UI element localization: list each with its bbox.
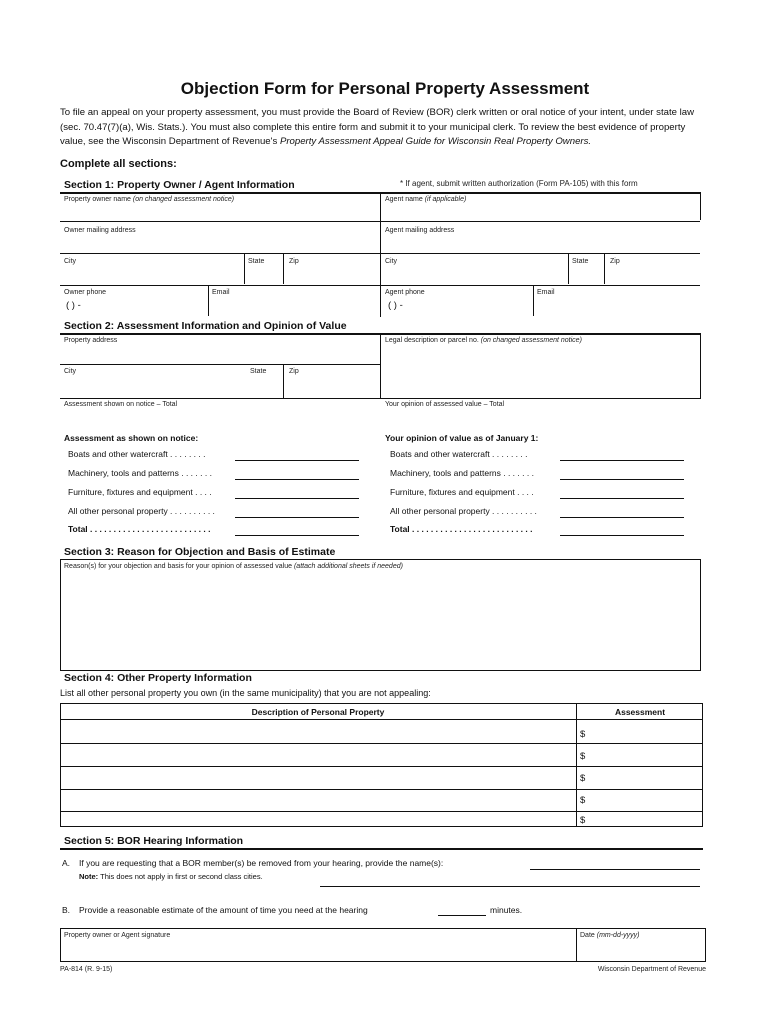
- agent-phone-label: Agent phone: [385, 289, 425, 296]
- appeal-guide-title: Property Assessment Appeal Guide for Wisconsin Real Property Owners.: [279, 136, 592, 147]
- owner-city-label: City: [64, 258, 77, 265]
- section1-right-edge: [700, 192, 701, 220]
- left-item-boats: Boats and other watercraft . . . . . . . .: [68, 449, 206, 459]
- agent-name-label: [385, 196, 466, 203]
- signature-field[interactable]: [64, 944, 572, 960]
- property-city-field-line[interactable]: [60, 398, 700, 399]
- other-property-col-divider: [576, 703, 577, 827]
- agent-phone-field[interactable]: ( ) -: [388, 300, 403, 311]
- opinion-total-label: Your opinion of assessed value – Total: [385, 401, 505, 408]
- agent-name-label-text: Agent name: [385, 196, 425, 203]
- col-description-header: Description of Personal Property: [251, 707, 385, 717]
- legal-description-label: [385, 337, 582, 344]
- agent-name-field-line[interactable]: [380, 221, 700, 222]
- table-row-2-dollar[interactable]: $: [580, 751, 586, 762]
- section1-divider: [380, 192, 381, 317]
- left-item-furniture: Furniture, fixtures and equipment . . . .: [68, 487, 212, 497]
- agency-name: Wisconsin Department of Revenue: [597, 966, 706, 973]
- left-furniture-field[interactable]: [235, 498, 359, 499]
- right-furniture-field[interactable]: [560, 498, 684, 499]
- agent-authorization-note: * If agent, submit written authorization (Form PA-105) with this form: [400, 179, 638, 188]
- signature-label: Property owner or Agent signature: [64, 932, 171, 939]
- table-row-rule-1: [60, 743, 703, 744]
- section4-instruction: List all other personal property you own (in the same municipality) that you are not appealing:: [60, 688, 431, 698]
- left-item-total: Total . . . . . . . . . . . . . . . . . . . . . . . . . .: [68, 524, 211, 534]
- section1-heading: Section 1: Property Owner / Agent Information: [64, 179, 295, 191]
- owner-state-label: State: [248, 258, 265, 265]
- item-b-marker: B.: [62, 905, 71, 915]
- removal-names-field[interactable]: [530, 869, 700, 870]
- hearing-minutes-field[interactable]: [438, 915, 486, 916]
- reason-label-text: Reason(s) for your objection and basis for your opinion of assessed value: [64, 563, 294, 570]
- intro-body: To file an appeal on your property assessment, you must provide the Board of Review (BOR) clerk written or oral notice of your intent, under state law (sec. 70.47(7)(a), Wis. Stats.). You must also complete this entire form and submit it to your municipal clerk. To review the best evidence of property value, see the Wisconsin Department of Revenue's: [60, 107, 695, 147]
- section2-heading: Section 2: Assessment Information and Opinion of Value: [64, 320, 347, 332]
- table-row-rule-4: [60, 811, 703, 812]
- owner-name-label-note: (on changed assessment notice): [132, 196, 235, 203]
- opinion-value-heading: Your opinion of value as of January 1:: [385, 433, 539, 443]
- agent-zip-label: Zip: [610, 258, 620, 265]
- owner-phone-divider: [208, 286, 209, 316]
- table-header-rule: [60, 719, 703, 720]
- table-row-rule-3: [60, 789, 703, 790]
- signature-date-divider: [576, 928, 577, 962]
- date-label: [580, 932, 640, 939]
- property-address-label: Property address: [64, 337, 118, 344]
- property-state-label: State: [250, 368, 267, 375]
- owner-zip-label: Zip: [289, 258, 299, 265]
- intro-text: [60, 106, 710, 150]
- item-a-text: If you are requesting that a BOR member(s) be removed from your hearing, provide the name(s):: [79, 858, 444, 868]
- section5-rule: [60, 848, 703, 850]
- note-text: This does not apply in first or second class cities.: [98, 872, 263, 881]
- table-row-1-dollar[interactable]: $: [580, 729, 586, 740]
- owner-name-field-line[interactable]: [60, 221, 380, 222]
- agent-city-label: City: [385, 258, 398, 265]
- section4-heading: Section 4: Other Property Information: [64, 672, 252, 684]
- owner-name-label: [64, 196, 234, 203]
- table-row-5-dollar[interactable]: $: [580, 815, 586, 826]
- left-other-field[interactable]: [235, 517, 359, 518]
- other-property-table: [60, 703, 703, 827]
- owner-state-divider: [283, 254, 284, 284]
- left-total-field[interactable]: [235, 535, 359, 536]
- reason-label-note: (attach additional sheets if needed): [293, 563, 403, 570]
- left-machinery-field[interactable]: [235, 479, 359, 480]
- right-other-field[interactable]: [560, 517, 684, 518]
- table-row-3-dollar[interactable]: $: [580, 773, 586, 784]
- property-zip-label: Zip: [289, 368, 299, 375]
- item-b-text: Provide a reasonable estimate of the amount of time you need at the hearing: [79, 905, 368, 915]
- right-machinery-field[interactable]: [560, 479, 684, 480]
- left-item-other: All other personal property . . . . . . . . . .: [68, 506, 215, 516]
- date-label-text: Date: [580, 932, 597, 939]
- city-field-line[interactable]: [60, 285, 700, 286]
- right-total-field[interactable]: [560, 535, 684, 536]
- agent-state-label: State: [572, 258, 589, 265]
- agent-phone-divider: [533, 286, 534, 316]
- agent-name-label-note: (if applicable): [424, 196, 467, 203]
- agent-email-label: Email: [537, 289, 555, 296]
- section5-heading: Section 5: BOR Hearing Information: [64, 835, 244, 847]
- owner-address-label: Owner mailing address: [64, 227, 136, 234]
- note-label: Note:: [79, 872, 99, 881]
- removal-names-field-2[interactable]: [320, 886, 700, 887]
- section2-divider: [380, 333, 381, 399]
- right-item-boats: Boats and other watercraft . . . . . . . .: [390, 449, 528, 459]
- date-field[interactable]: [580, 944, 702, 960]
- agent-state-divider: [604, 254, 605, 284]
- left-boats-field[interactable]: [235, 460, 359, 461]
- agent-address-label: Agent mailing address: [385, 227, 455, 234]
- section2-right-edge: [700, 333, 701, 399]
- right-item-total: Total . . . . . . . . . . . . . . . . . . . . . . . . . .: [390, 524, 533, 534]
- owner-city-divider: [244, 254, 245, 284]
- right-item-furniture: Furniture, fixtures and equipment . . . .: [390, 487, 534, 497]
- owner-name-label-text: Property owner name: [64, 196, 133, 203]
- reason-label: [64, 563, 403, 570]
- right-item-other: All other personal property . . . . . . . . . .: [390, 506, 537, 516]
- right-item-machinery: Machinery, tools and patterns . . . . . . .: [390, 468, 534, 478]
- form-id: PA-814 (R. 9-15): [60, 966, 113, 973]
- property-state-divider: [283, 365, 284, 399]
- minutes-label: minutes.: [490, 905, 523, 915]
- owner-email-label: Email: [212, 289, 230, 296]
- assessment-total-label: Assessment shown on notice – Total: [64, 401, 178, 408]
- assessment-notice-heading: Assessment as shown on notice:: [64, 433, 199, 443]
- agent-city-divider: [568, 254, 569, 284]
- col-assessment-header: Assessment: [614, 707, 666, 717]
- form-title: Objection Form for Personal Property Assessment: [180, 79, 590, 98]
- date-label-note: (mm-dd-yyyy): [596, 932, 640, 939]
- property-address-field-line[interactable]: [60, 364, 380, 365]
- owner-phone-label: Owner phone: [64, 289, 107, 296]
- right-boats-field[interactable]: [560, 460, 684, 461]
- table-row-4-dollar[interactable]: $: [580, 795, 586, 806]
- complete-all-sections: Complete all sections:: [60, 158, 177, 170]
- left-item-machinery: Machinery, tools and patterns . . . . . . .: [68, 468, 212, 478]
- owner-phone-field[interactable]: ( ) -: [66, 300, 81, 311]
- legal-description-label-text: Legal description or parcel no.: [385, 337, 481, 344]
- table-row-rule-2: [60, 766, 703, 767]
- legal-description-label-note: (on changed assessment notice): [480, 337, 582, 344]
- section3-heading: Section 3: Reason for Objection and Basis of Estimate: [64, 546, 336, 558]
- item-a-marker: A.: [62, 858, 71, 868]
- item-a-note: [79, 872, 263, 881]
- reason-for-objection-box[interactable]: [60, 559, 701, 671]
- property-city-label: City: [64, 368, 77, 375]
